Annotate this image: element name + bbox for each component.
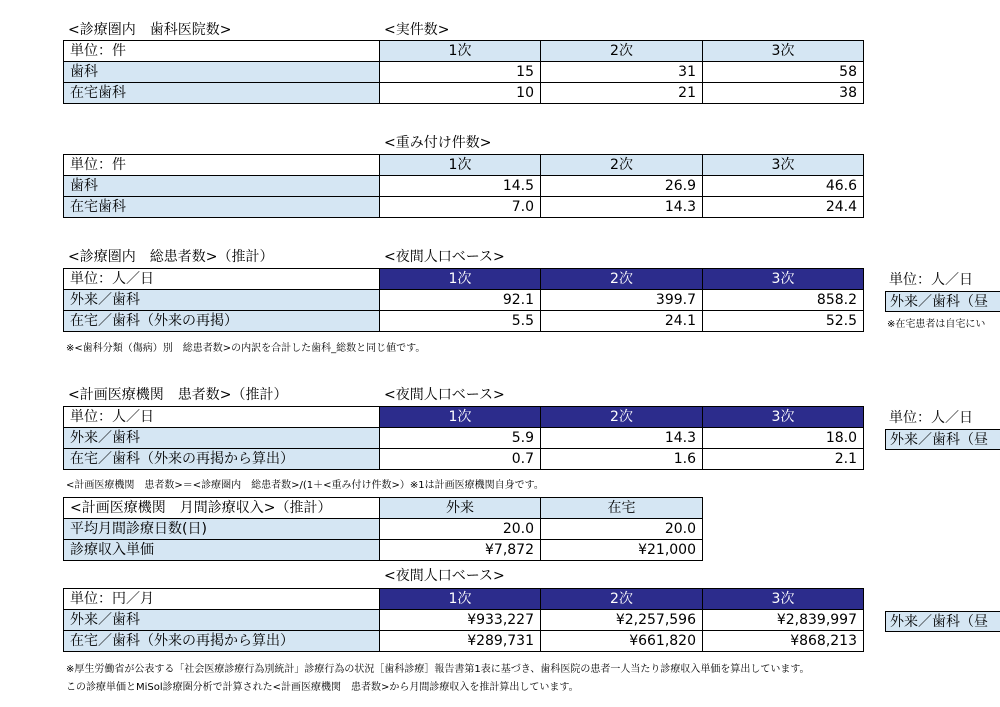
sec3-table [63, 268, 864, 332]
cell-value: ¥7,872 [380, 540, 541, 561]
table-row [64, 83, 864, 104]
col-header: 1次 [380, 269, 541, 290]
cell-value: 7.0 [380, 197, 541, 218]
sec6-note1: ※厚生労働省が公表する「社会医療診療行為別統計」診療行為の状況［歯科診療］報告書第1表に基づき、歯科医院の患者一人当たり診療収入単価を算出しています。 [66, 664, 810, 675]
row-label: 歯科 [64, 62, 380, 83]
cell-value: ¥21,000 [541, 540, 703, 561]
cell-value: ¥661,820 [541, 631, 703, 652]
sec1-unit: 単位：件 [64, 41, 380, 62]
row-label: 平均月間診療日数(日) [64, 519, 380, 540]
sec6-note2: この診療単価とMiSol診療圏分析で計算された<計画医療機関 患者数>から月間診療収入を推計算出しています。 [66, 682, 579, 693]
table-row [64, 449, 864, 470]
cell-value: 2.1 [703, 449, 864, 470]
table-row [64, 197, 864, 218]
col-header: 3次 [703, 269, 864, 290]
cell-value: ¥868,213 [703, 631, 864, 652]
sec6-right-row: 外来／歯科（昼 [885, 611, 1000, 632]
table-row [64, 519, 703, 540]
cell-value: 24.4 [703, 197, 864, 218]
table-row [64, 610, 864, 631]
row-label: 診療収入単価 [64, 540, 380, 561]
sec6-unit: 単位：円／月 [64, 589, 380, 610]
sec3-unit: 単位：人／日 [64, 269, 380, 290]
cell-value: 858.2 [703, 290, 864, 311]
table-row [64, 540, 703, 561]
sec6-table [63, 588, 864, 652]
sec4-note: <計画医療機関 患者数>＝<診療圏内 総患者数>/(1＋<重み付け件数>）※1は計画医療機関自身です。 [66, 480, 544, 491]
sec1-subtitle: <実件数> [384, 22, 450, 38]
sec4-table [63, 406, 864, 470]
sec3-subtitle: <夜間人口ベース> [384, 249, 505, 265]
cell-value: 38 [703, 83, 864, 104]
col-header: 2次 [541, 155, 703, 176]
sec4-right-unit: 単位：人／日 [889, 410, 973, 426]
sec4-right-row: 外来／歯科（昼 [885, 429, 1000, 450]
table-row [64, 631, 864, 652]
cell-value: 20.0 [541, 519, 703, 540]
row-label: 在宅／歯科（外来の再掲から算出） [64, 449, 380, 470]
cell-value: 31 [541, 62, 703, 83]
col-header: 在宅 [541, 498, 703, 519]
cell-value: 58 [703, 62, 864, 83]
cell-value: 15 [380, 62, 541, 83]
cell-value: ¥2,257,596 [541, 610, 703, 631]
cell-value: 26.9 [541, 176, 703, 197]
cell-value: 399.7 [541, 290, 703, 311]
cell-value: 14.3 [541, 197, 703, 218]
cell-value: 24.1 [541, 311, 703, 332]
cell-value: 14.5 [380, 176, 541, 197]
table-row [64, 62, 864, 83]
cell-value: ¥2,839,997 [703, 610, 864, 631]
cell-value: ¥933,227 [380, 610, 541, 631]
sec1-table [63, 40, 864, 104]
cell-value: 52.5 [703, 311, 864, 332]
sec6-subtitle: <夜間人口ベース> [384, 568, 505, 584]
sec1-title: <診療圏内 歯科医院数> [68, 22, 232, 38]
cell-value: ¥289,731 [380, 631, 541, 652]
cell-value: 5.9 [380, 428, 541, 449]
cell-value: 20.0 [380, 519, 541, 540]
table-row [64, 290, 864, 311]
sec4-title: <計画医療機関 患者数>（推計） [68, 387, 288, 403]
cell-value: 92.1 [380, 290, 541, 311]
col-header: 1次 [380, 155, 541, 176]
row-label: 外来／歯科 [64, 428, 380, 449]
row-label: 外来／歯科 [64, 610, 380, 631]
row-label: 在宅歯科 [64, 197, 380, 218]
sec2-unit: 単位：件 [64, 155, 380, 176]
col-header: 外来 [380, 498, 541, 519]
sec3-right-note: ※在宅患者は自宅にい [887, 319, 986, 330]
cell-value: 21 [541, 83, 703, 104]
sec5-table [63, 497, 703, 561]
row-label: 在宅歯科 [64, 83, 380, 104]
sec2-subtitle: <重み付け件数> [384, 135, 492, 151]
sec4-unit: 単位：人／日 [64, 407, 380, 428]
table-row [64, 311, 864, 332]
sec5-title: <計画医療機関 月間診療収入>（推計） [64, 498, 380, 519]
table-row [64, 176, 864, 197]
row-label: 在宅／歯科（外来の再掲） [64, 311, 380, 332]
col-header: 2次 [541, 407, 703, 428]
sec2-table [63, 154, 864, 218]
col-header: 1次 [380, 41, 541, 62]
cell-value: 14.3 [541, 428, 703, 449]
cell-value: 1.6 [541, 449, 703, 470]
row-label: 外来／歯科 [64, 290, 380, 311]
cell-value: 0.7 [380, 449, 541, 470]
col-header: 2次 [541, 589, 703, 610]
row-label: 歯科 [64, 176, 380, 197]
sec3-right-unit: 単位：人／日 [889, 272, 973, 288]
col-header: 2次 [541, 269, 703, 290]
row-label: 在宅／歯科（外来の再掲から算出） [64, 631, 380, 652]
sec3-right-row: 外来／歯科（昼 [885, 291, 1000, 312]
col-header: 1次 [380, 589, 541, 610]
cell-value: 5.5 [380, 311, 541, 332]
col-header: 3次 [703, 41, 864, 62]
col-header: 3次 [703, 407, 864, 428]
cell-value: 10 [380, 83, 541, 104]
col-header: 2次 [541, 41, 703, 62]
table-row [64, 428, 864, 449]
sec4-subtitle: <夜間人口ベース> [384, 387, 505, 403]
sec3-note: ※<歯科分類（傷病）別 総患者数>の内訳を合計した歯科_総数と同じ値です。 [66, 343, 426, 354]
col-header: 3次 [703, 589, 864, 610]
cell-value: 46.6 [703, 176, 864, 197]
col-header: 3次 [703, 155, 864, 176]
col-header: 1次 [380, 407, 541, 428]
cell-value: 18.0 [703, 428, 864, 449]
sec3-title: <診療圏内 総患者数>（推計） [68, 249, 274, 265]
